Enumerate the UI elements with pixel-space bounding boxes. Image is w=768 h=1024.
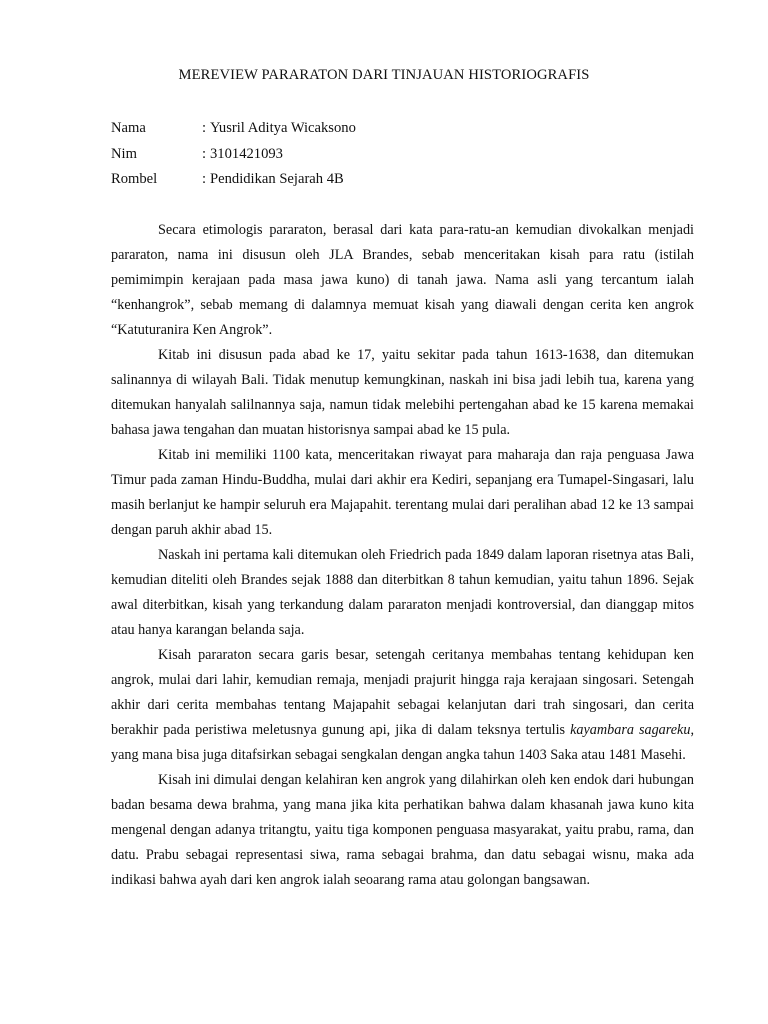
- paragraph: Secara etimologis pararaton, berasal dari kata para-ratu-an kemudian divokalkan menjadi pararaton, nama ini disusun oleh JLA Brandes, sebab menceritakan kisah para ratu (istilah pemimimpin kerajaan pada masa jawa kuno) di tanah jawa. Nama asli yang tercantum ialah “kenhangrok”, sebab memang di dalamnya memuat kisah yang diawali dengan cerita ken angrok “Katuturanira Ken Angrok”.: [111, 222, 694, 338]
- meta-row-nama: [111, 118, 356, 144]
- meta-row-nim: [111, 144, 356, 170]
- paragraph-text: Kisah pararaton secara garis besar, setengah ceritanya membahas tentang kehidupan ken angrok, mulai dari lahir, kemudian remaja, menjadi prajurit hingga raja kerajaan singosari. Setengah akhir dari cerita membahas tentang Majapahit sebagai kelanjutan dari trah singosari, dan cerita berakhir pada peristiwa meletusnya gunung api, jika di dalam teksnya tertulis: [111, 647, 694, 738]
- document-body: [111, 218, 694, 893]
- italic-phrase: kayambara sagareku: [570, 722, 691, 738]
- meta-value: 3101421093: [210, 145, 283, 162]
- student-info: [111, 118, 356, 195]
- paragraph-text: , yang mana bisa juga ditafsirkan sebagai sengkalan dengan angka tahun 1403 Saka atau 1481 Masehi.: [111, 722, 694, 763]
- document-title: MEREVIEW PARARATON DARI TINJAUAN HISTORIOGRAFIS: [178, 67, 590, 83]
- meta-label: Nim: [111, 145, 137, 162]
- meta-label: Nama: [111, 120, 146, 136]
- meta-separator: :: [202, 120, 207, 136]
- meta-label: Rombel: [111, 171, 158, 187]
- paragraph: Kisah ini dimulai dengan kelahiran ken angrok yang dilahirkan oleh ken endok dari hubungan badan besama dewa brahma, yang mana jika kita perhatikan bahwa dalam khasanah jawa kuno kita mengenal dengan adanya tritangtu, yaitu tiga komponen penguasa masyarakat, yaitu prabu, rama, dan datu. Prabu sebagai representasi siwa, rama sebagai brahma, dan datu sebagai wisnu, maka ada indikasi bahwa ayah dari ken angrok ialah seoarang rama atau golongan bangsawan.: [111, 772, 694, 888]
- paragraph: [111, 643, 694, 768]
- paragraph: Kitab ini disusun pada abad ke 17, yaitu sekitar pada tahun 1613-1638, dan ditemukan salinannya di wilayah Bali. Tidak menutup kemungkinan, naskah ini bisa jadi lebih tua, karena yang ditemukan hanyalah salilnannya saja, namun tidak melebihi pertengahan abad ke 15 karena memakai bahasa jawa tengahan dan muatan historisnya sampai abad ke 15 pula.: [111, 347, 694, 438]
- paragraph: Naskah ini pertama kali ditemukan oleh Friedrich pada 1849 dalam laporan risetnya atas Bali, kemudian diteliti oleh Brandes sejak 1888 dan diterbitkan 8 tahun kemudian, yaitu tahun 1896. Sejak awal diterbitkan, kisah yang terkandung dalam pararaton menjadi kontroversial, dan dianggap mitos atau hanya karangan belanda saja.: [111, 547, 694, 638]
- meta-value: Pendidikan Sejarah 4B: [210, 171, 344, 187]
- meta-row-rombel: [111, 169, 356, 195]
- paragraph: Kitab ini memiliki 1100 kata, menceritakan riwayat para maharaja dan raja penguasa Jawa Timur pada zaman Hindu-Buddha, mulai dari akhir era Kediri, sepanjang era Tumapel-Singasari, lalu masih berlanjut ke hampir seluruh era Majapahit. terentang mulai dari peralihan abad 12 ke 13 sampai dengan paruh akhir abad 15.: [111, 447, 694, 538]
- meta-separator: :: [202, 145, 207, 162]
- meta-value: Yusril Aditya Wicaksono: [210, 120, 356, 136]
- meta-separator: :: [202, 171, 207, 187]
